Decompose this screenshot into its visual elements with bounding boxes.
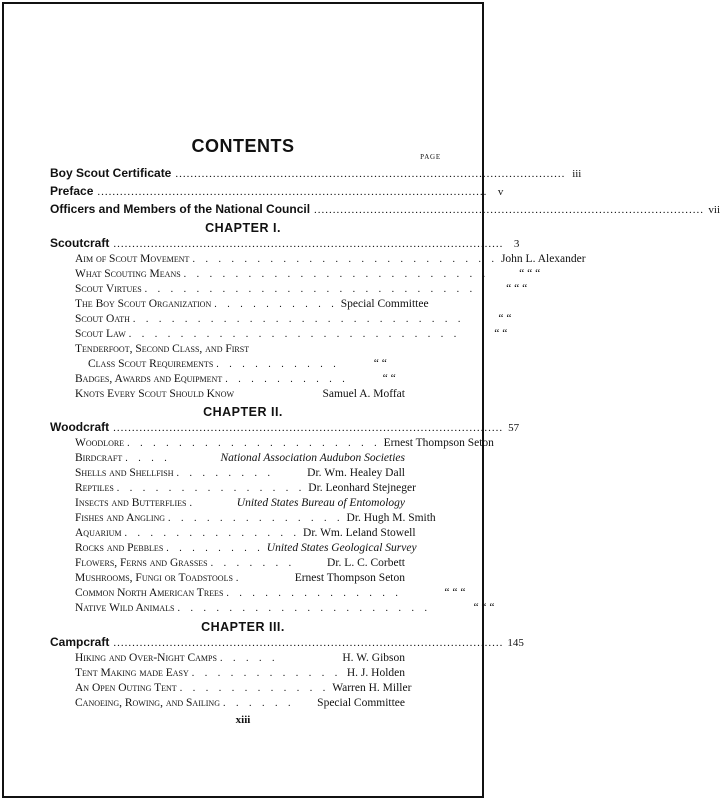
subentry-title: Hiking and Over-Night Camps (75, 652, 217, 664)
toc-section-label: Campcraft (50, 635, 110, 649)
toc-entry-certificate[interactable] (50, 166, 582, 182)
leader-dots: . . . . . . . . . . . . . . (226, 588, 402, 599)
subentry-author: “ “ “ (473, 602, 495, 614)
subentry-author: John L. Alexander (500, 253, 586, 265)
toc-subentry[interactable] (75, 667, 405, 682)
subentry-title: Aim of Scout Movement (75, 253, 190, 265)
leader-dots: . . . . . . . . . . . . (191, 668, 342, 679)
subentry-title: Mushrooms, Fungi or Toadstools (75, 572, 233, 584)
toc-entry-label: Boy Scout Certificate (50, 166, 172, 180)
toc-subentry[interactable] (75, 542, 417, 557)
toc-subentry[interactable] (75, 682, 412, 697)
page-column-header: PAGE (420, 153, 441, 161)
subentry-author: “ “ (373, 358, 387, 370)
toc-subentry[interactable] (75, 527, 416, 542)
toc-section-campcraft[interactable] (50, 635, 524, 651)
leader-dots: . . . . . . . . . . . . . . (124, 528, 301, 539)
page-title: CONTENTS (191, 136, 295, 156)
leader-dots: . . . . . . . . . . . . . . . . . . . . . . . . . . (144, 284, 477, 295)
subentry-author: “ “ “ (519, 268, 541, 280)
subentry-title: Reptiles (75, 482, 114, 494)
leader-dots: . (235, 573, 243, 584)
leader-dots: . . . . . . (222, 698, 295, 709)
chapter-heading: CHAPTER II. (203, 405, 283, 419)
toc-subentry[interactable] (75, 253, 586, 268)
subentry-author: Dr. L. C. Corbett (327, 557, 405, 569)
leader-dots: . . . . . . . . . . (216, 359, 340, 370)
toc-subentry[interactable] (88, 358, 405, 373)
subentry-author: Ernest Thompson Seton (294, 572, 405, 584)
toc-subentry[interactable] (75, 557, 405, 572)
chapter-heading: CHAPTER III. (201, 620, 285, 634)
subentry-title: Rocks and Pebbles (75, 542, 164, 554)
subentry-title: Canoeing, Rowing, and Sailing (75, 697, 220, 709)
chapter-heading: CHAPTER I. (205, 221, 281, 235)
subentry-author: United States Bureau of Entomology (236, 497, 405, 509)
subentry-title: Flowers, Ferns and Grasses (75, 557, 208, 569)
subentry-title: Scout Law (75, 328, 126, 340)
leader-dots: . . . . . . . . . . . . . . (168, 513, 344, 524)
leader-dots: ........................................................................................................ (113, 238, 504, 250)
toc-subentry[interactable] (75, 388, 405, 403)
subentry-author: H. J. Holden (346, 667, 405, 679)
subentry-title: Native Wild Animals (75, 602, 175, 614)
subentry-title: Insects and Butterflies (75, 497, 187, 509)
subentry-author: “ “ (498, 313, 512, 325)
toc-subentry[interactable] (75, 497, 405, 512)
subentry-author: Ernest Thompson Seton (383, 437, 494, 449)
subentry-title: Badges, Awards and Equipment (75, 373, 223, 385)
subentry-title: Common North American Trees (75, 587, 224, 599)
leader-dots: . . . . . (219, 653, 279, 664)
leader-dots: . . . . . . . . (166, 543, 264, 554)
subentry-title: Fishes and Angling (75, 512, 166, 524)
leader-dots: ........................................................................................................ (175, 168, 566, 180)
subentry-title: Scout Oath (75, 313, 130, 325)
toc-section-label: Woodcraft (50, 420, 110, 434)
toc-subentry[interactable] (75, 512, 436, 527)
toc-subentry[interactable] (75, 587, 466, 602)
subentry-author: “ “ “ (444, 587, 466, 599)
toc-subentry[interactable] (75, 313, 512, 328)
toc-entry-officers[interactable] (50, 202, 720, 218)
leader-dots: . (189, 498, 196, 509)
subentry-title: An Open Outing Tent (75, 682, 177, 694)
subentry-title: Tent Making made Easy (75, 667, 189, 679)
subentry-author: “ “ (494, 328, 508, 340)
toc-entry-page: iii (572, 168, 582, 180)
leader-dots: ........................................................................................................ (97, 186, 488, 198)
subentry-author: “ “ “ (506, 283, 528, 295)
subentry-author: United States Geological Survey (266, 542, 417, 554)
subentry-author: Special Committee (317, 697, 405, 709)
toc-entry-page: v (497, 186, 504, 198)
toc-section-page: 57 (508, 422, 520, 434)
subentry-title: Birdcraft (75, 452, 123, 464)
page-folio: xiii (235, 714, 251, 726)
leader-dots: . . . . (125, 453, 171, 464)
toc-entry-label: Officers and Members of the National Council (50, 202, 311, 216)
subentry-title: Tenderfoot, Second Class, and First (75, 343, 250, 355)
leader-dots: . . . . . . . . . . . . . . . . . . . . (127, 438, 381, 449)
subentry-author: Warren H. Miller (332, 682, 412, 694)
toc-subentry[interactable] (75, 602, 495, 617)
leader-dots: . . . . . . . . . . . . . . . . . . . . . . . . . . (128, 329, 461, 340)
toc-section-label: Scoutcraft (50, 236, 110, 250)
toc-subentry[interactable] (75, 283, 528, 298)
subentry-author: National Association Audubon Societies (220, 452, 405, 464)
leader-dots: . . . . . . . . . . . . . . . . . . . . (177, 603, 431, 614)
subentry-title: Shells and Shellfish (75, 467, 174, 479)
toc-subentry[interactable] (75, 373, 405, 388)
toc-subentry[interactable] (75, 268, 541, 283)
leader-dots: . . . . . . . . . . (214, 299, 338, 310)
subentry-author: Dr. Wm. Healey Dall (307, 467, 405, 479)
subentry-title: Knots Every Scout Should Know (75, 388, 235, 400)
subentry-author: Special Committee (340, 298, 429, 310)
toc-entry-page: vii (708, 204, 720, 216)
leader-dots: . . . . . . . . . . . . . . . . . . . . . . . . . . (132, 314, 465, 325)
leader-dots: . . . . . . . . . . . . . . . . . . . . . . . . (192, 254, 498, 265)
leader-dots: ........................................................................................................ (314, 204, 705, 216)
toc-subentry[interactable] (75, 482, 416, 497)
leader-dots: . . . . . . . . (176, 468, 275, 479)
subentry-title: What Scouting Means (75, 268, 181, 280)
toc-section-woodcraft[interactable] (50, 420, 520, 436)
leader-dots: . . . . . . . (210, 558, 296, 569)
subentry-author: H. W. Gibson (342, 652, 405, 664)
toc-subentry[interactable] (75, 328, 508, 343)
leader-dots: . . . . . . . . . . . . . . . (116, 483, 306, 494)
subentry-title: Scout Virtues (75, 283, 142, 295)
toc-section-scoutcraft[interactable] (50, 236, 520, 252)
toc-subentry[interactable] (75, 572, 405, 587)
leader-dots: . . . . . . . . . . . . . . . . . . . . . . . . (183, 269, 490, 280)
subentry-title: Aquarium (75, 527, 122, 539)
leader-dots: ........................................................................................................ (113, 637, 504, 649)
toc-entry-preface[interactable] (50, 184, 504, 200)
leader-dots: . . . . . . . . . . . . (179, 683, 330, 694)
subentry-author: Dr. Wm. Leland Stowell (303, 527, 416, 539)
toc-subentry[interactable] (75, 452, 405, 467)
subentry-author: Dr. Hugh M. Smith (346, 512, 436, 524)
toc-subentry[interactable] (75, 652, 405, 667)
subentry-author: “ “ (382, 373, 396, 385)
subentry-title: Woodlore (75, 437, 125, 449)
toc-entry-label: Preface (50, 184, 94, 198)
subentry-title: The Boy Scout Organization (75, 298, 212, 310)
toc-subentry[interactable] (75, 437, 494, 452)
toc-section-page: 3 (513, 238, 520, 250)
toc-subentry[interactable] (75, 298, 429, 313)
leader-dots: ........................................................................................................ (113, 422, 504, 434)
toc-subentry[interactable] (75, 697, 405, 712)
toc-subentry[interactable] (75, 467, 405, 482)
subentry-author: Samuel A. Moffat (322, 388, 405, 400)
leader-dots: . . . . . . . . . . (225, 374, 349, 385)
subentry-author: Dr. Leonhard Stejneger (308, 482, 416, 494)
subentry-title: Class Scout Requirements (88, 358, 214, 370)
toc-section-page: 145 (507, 637, 524, 649)
